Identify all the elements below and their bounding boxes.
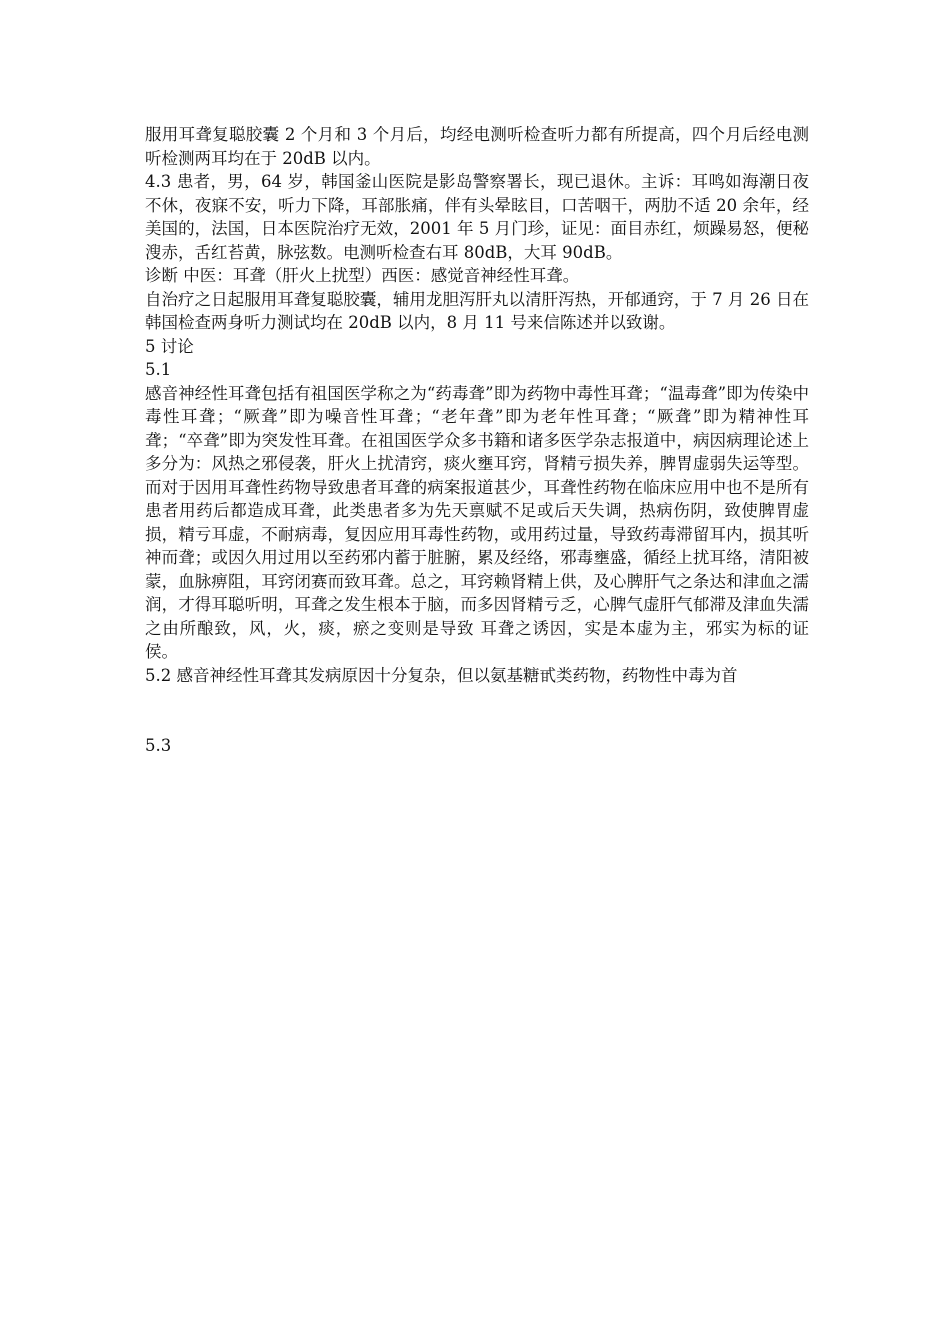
- paragraph-5-2: 5.2 感音神经性耳聋其发病原因十分复杂，但以氨基糖甙类药物，药物性中毒为首: [145, 665, 738, 685]
- paragraph-treatment-result: 服用耳聋复聪胶囊 2 个月和 3 个月后，均经电测听检查听力都有所提高，四个月后经电测听检测两耳均在于 20dB 以内。: [145, 125, 809, 168]
- subsection-heading-5-1: 5.1: [145, 360, 172, 379]
- paragraph-diagnosis: 诊断 中医：耳聋（肝火上扰型）西医：感觉音神经性耳聋。: [145, 266, 580, 285]
- document-body: [145, 123, 809, 758]
- blank-space: [145, 687, 809, 734]
- subsection-heading-5-3: 5.3: [145, 736, 172, 755]
- section-heading-discussion: 5 讨论: [145, 336, 194, 356]
- paragraph-treatment-course: 自治疗之日起服用耳聋复聪胶囊，辅用龙胆泻肝丸以清肝泻热，开郁通窍，于 7 月 26 日在韩国检查两身听力测试均在 20dB 以内，8 月 11 号来信陈述并以致谢。: [145, 289, 809, 332]
- paragraph-discussion-5-1: 感音神经性耳聋包括有祖国医学称之为“药毒聋”即为药物中毒性耳聋；“温毒聋”即为传染中毒性耳聋；“厥聋”即为噪音性耳聋；“老年聋”即为老年性耳聋；“厥聋”即为精神性耳聋；“卒聋”即为突发性耳聋。在祖国医学众多书籍和诸多医学杂志报道中，病因病理论述上多分为：风热之邪侵袭，肝火上扰清窍，痰火壅耳窍，肾精亏损失养，脾胃虚弱失运等型。而对于因用耳聋性药物导致患者耳聋的病案报道甚少，耳聋性药物在临床应用中也不是所有患者用药后都造成耳聋，此类患者多为先天禀赋不足或后天失调，热病伤阴，致使脾胃虚损，精亏耳虚，不耐病毒，复因应用耳毒性药物，或用药过量，导致药毒滞留耳内，损其听神而聋；或因久用过用以至药邪内蓄于脏腑，累及经络，邪毒壅盛，循经上扰耳络，清阳被蒙，血脉痹阻，耳窍闭赛而致耳聋。总之，耳窍赖肾精上供，及心脾肝气之条达和津血之濡润，才得耳聪听明，耳聋之发生根本于脑，而多因肾精亏乏，心脾气虚肝气郁滞及津血失濡之由所酿致，风，火，痰，瘀之变则是导致 耳聋之诱因，实是本虚为主，邪实为标的证侯。: [145, 383, 809, 661]
- paragraph-case-4-3: 4.3 患者，男，64 岁，韩国釜山医院是影岛警察署长，现已退休。主诉：耳鸣如海潮日夜不休，夜寐不安，听力下降，耳部胀痛，伴有头晕眩目，口苦咽干，两肋不适 20 余年，经美国的，法国，日本医院治疗无效，2001 年 5 月门珍，证见：面目赤红，烦躁易怒，便秘溲赤，舌红苔黄，脉弦数。电测听检查右耳 80dB，大耳 90dB。: [145, 172, 809, 262]
